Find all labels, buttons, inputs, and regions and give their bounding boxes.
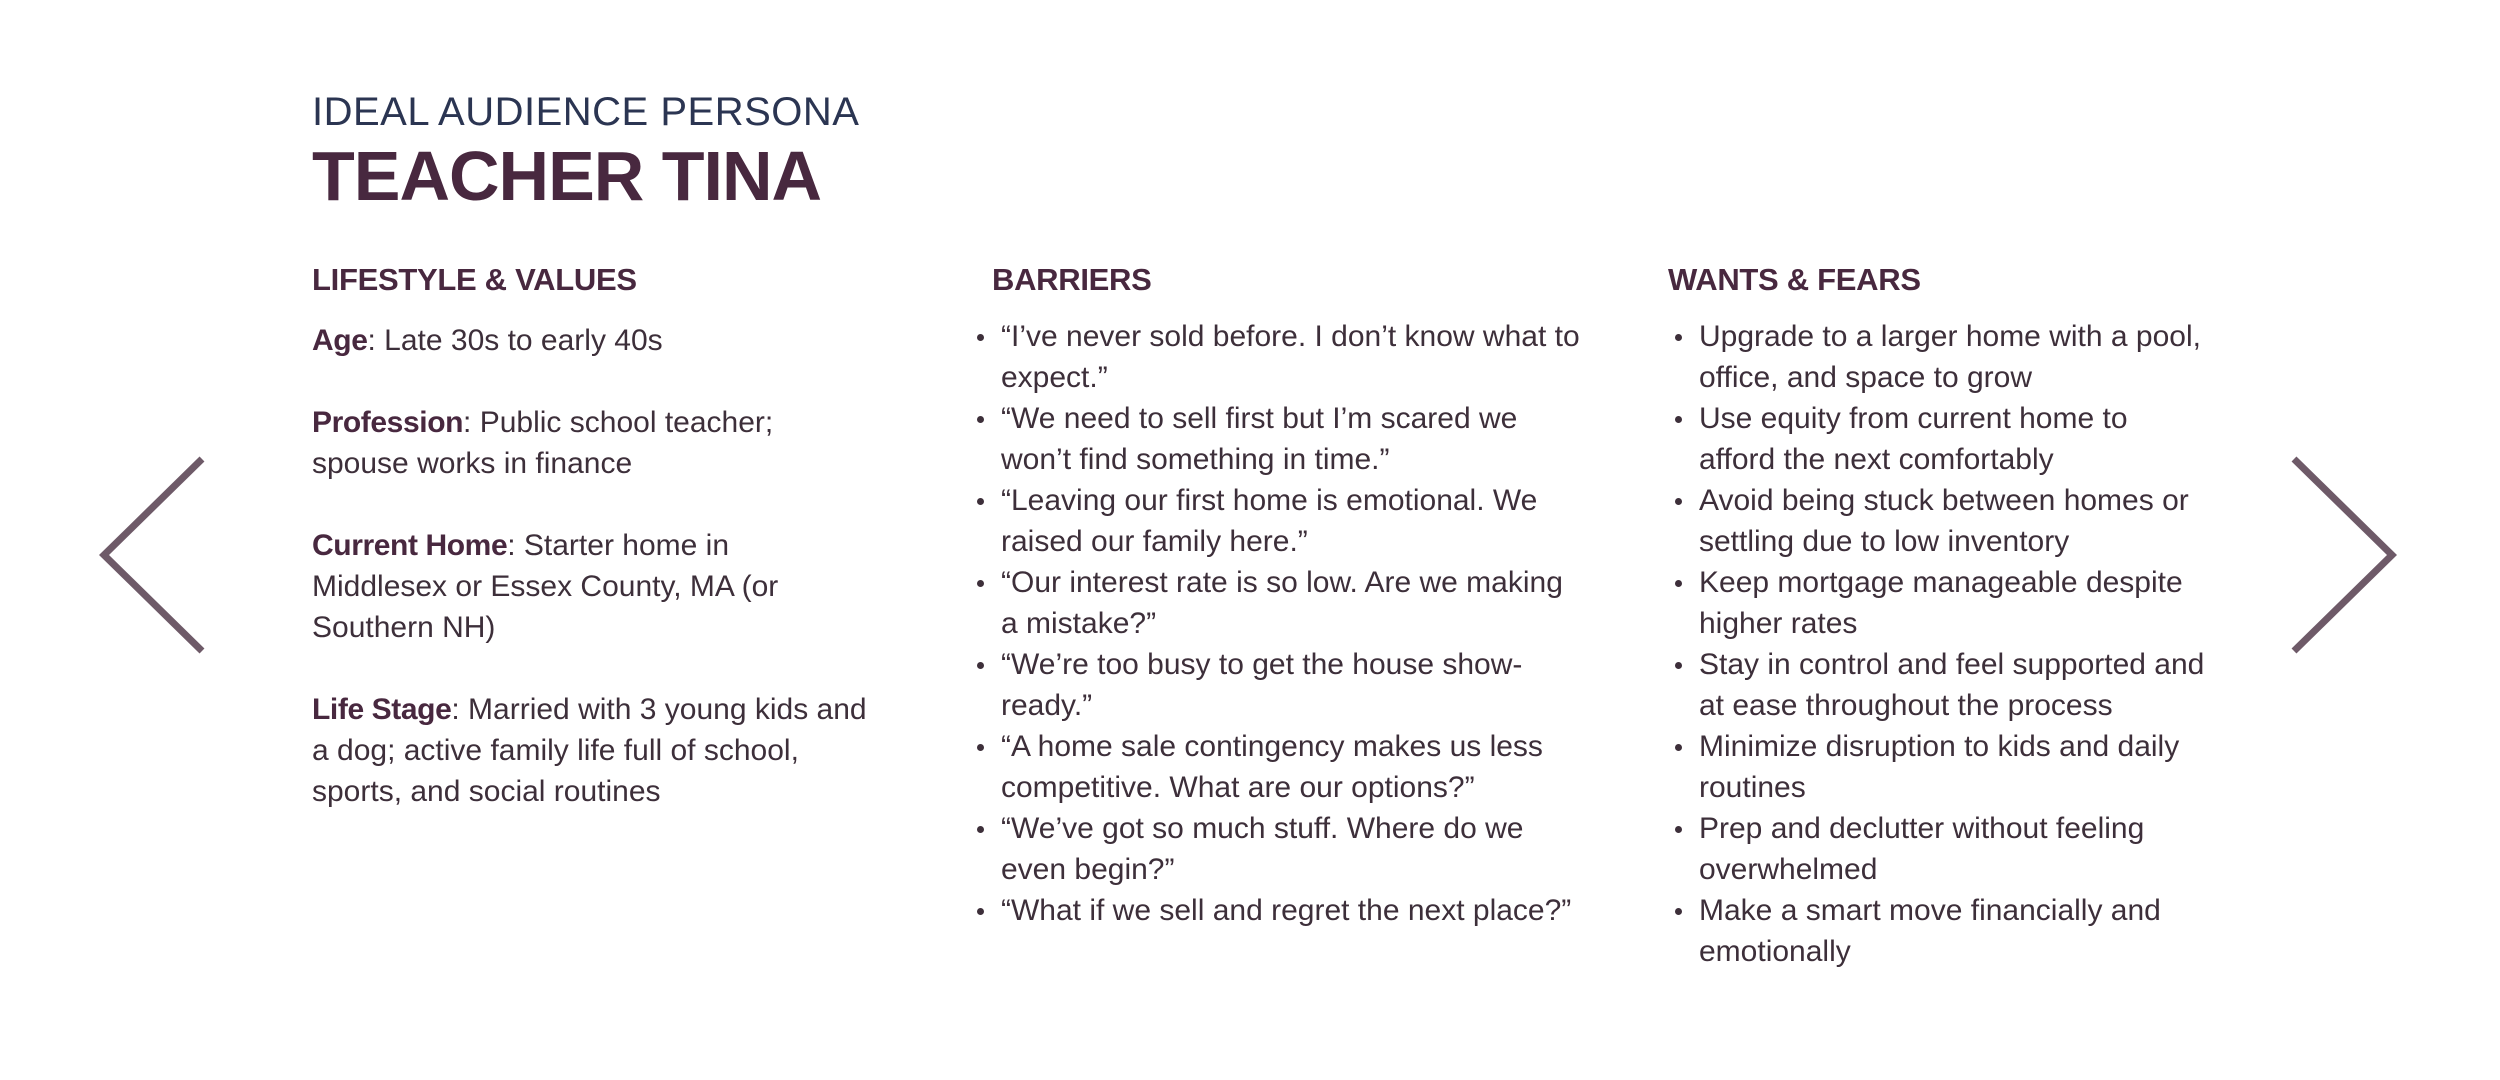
bullet-icon	[977, 744, 984, 751]
bullet-icon	[1675, 498, 1682, 505]
chevron-right-icon	[2290, 455, 2400, 655]
list-item	[970, 398, 1582, 480]
bullet-icon	[1675, 580, 1682, 587]
want-text: Minimize disruption to kids and daily routines	[1699, 730, 2180, 804]
previous-slide-button[interactable]	[96, 455, 206, 655]
list-item	[1668, 562, 2208, 644]
current-home-value: : Starter home in Middlesex or Essex County, MA (or Southern NH)	[312, 529, 779, 644]
wants-fears-heading: WANTS & FEARS	[1668, 262, 1921, 297]
life-stage-label: Life Stage	[312, 693, 452, 726]
list-item	[1668, 398, 2208, 480]
bullet-icon	[977, 580, 984, 587]
bullet-icon	[977, 334, 984, 341]
list-item	[970, 890, 1582, 931]
barrier-text: “A home sale contingency makes us less competitive. What are our options?”	[1001, 730, 1543, 804]
bullet-icon	[977, 908, 984, 915]
barriers-section	[992, 260, 1582, 931]
barrier-text: “We need to sell first but I’m scared we won’t find something in time.”	[1001, 402, 1518, 476]
list-item	[1668, 480, 2208, 562]
lifestyle-values-heading: LIFESTYLE & VALUES	[312, 262, 637, 297]
barrier-text: “We’ve got so much stuff. Where do we even begin?”	[1001, 812, 1524, 886]
lifestyle-values-section	[312, 260, 872, 853]
barrier-text: “Leaving our first home is emotional. We raised our family here.”	[1001, 484, 1538, 558]
list-item	[1668, 316, 2208, 398]
barrier-text: “I’ve never sold before. I don’t know what to expect.”	[1001, 320, 1580, 394]
barriers-list	[970, 316, 1582, 931]
list-item	[970, 562, 1582, 644]
want-text: Make a smart move financially and emotionally	[1699, 894, 2161, 968]
list-item	[1668, 808, 2208, 890]
bullet-icon	[1675, 826, 1682, 833]
want-text: Upgrade to a larger home with a pool, office, and space to grow	[1699, 320, 2201, 394]
list-item	[1668, 644, 2208, 726]
life-stage-value: : Married with 3 young kids and a dog; active family life full of school, sports, and social routines	[312, 693, 867, 808]
want-text: Keep mortgage manageable despite higher rates	[1699, 566, 2183, 640]
list-item	[970, 644, 1582, 726]
age-value: : Late 30s to early 40s	[367, 324, 663, 357]
list-item	[970, 480, 1582, 562]
profession-label: Profession	[312, 406, 464, 439]
bullet-icon	[1675, 416, 1682, 423]
age-field	[312, 320, 872, 361]
want-text: Use equity from current home to afford the next comfortably	[1699, 402, 2128, 476]
persona-title: TEACHER TINA	[312, 137, 822, 215]
barriers-heading: BARRIERS	[992, 262, 1152, 297]
list-item	[970, 726, 1582, 808]
barrier-text: “Our interest rate is so low. Are we making a mistake?”	[1001, 566, 1563, 640]
current-home-label: Current Home	[312, 529, 508, 562]
barrier-text: “What if we sell and regret the next place?”	[1001, 894, 1572, 927]
current-home-field	[312, 525, 872, 648]
bullet-icon	[1675, 908, 1682, 915]
list-item	[1668, 726, 2208, 808]
list-item	[970, 316, 1582, 398]
life-stage-field	[312, 689, 872, 812]
bullet-icon	[977, 826, 984, 833]
list-item	[970, 808, 1582, 890]
list-item	[1668, 890, 2208, 972]
want-text: Stay in control and feel supported and at ease throughout the process	[1699, 648, 2205, 722]
bullet-icon	[1675, 744, 1682, 751]
profession-field	[312, 402, 872, 484]
wants-fears-list	[1668, 316, 2208, 972]
persona-header	[312, 88, 859, 214]
profession-value: : Public school teacher; spouse works in finance	[312, 406, 774, 480]
bullet-icon	[977, 498, 984, 505]
next-slide-button[interactable]	[2290, 455, 2400, 655]
age-label: Age	[312, 324, 368, 357]
want-text: Prep and declutter without feeling overwhelmed	[1699, 812, 2145, 886]
chevron-left-icon	[96, 455, 206, 655]
want-text: Avoid being stuck between homes or settling due to low inventory	[1699, 484, 2189, 558]
bullet-icon	[977, 662, 984, 669]
bullet-icon	[1675, 662, 1682, 669]
bullet-icon	[1675, 334, 1682, 341]
barrier-text: “We’re too busy to get the house show-ready.”	[1001, 648, 1523, 722]
persona-eyebrow: IDEAL AUDIENCE PERSONA	[312, 90, 860, 134]
bullet-icon	[977, 416, 984, 423]
wants-fears-section	[1668, 260, 2208, 972]
